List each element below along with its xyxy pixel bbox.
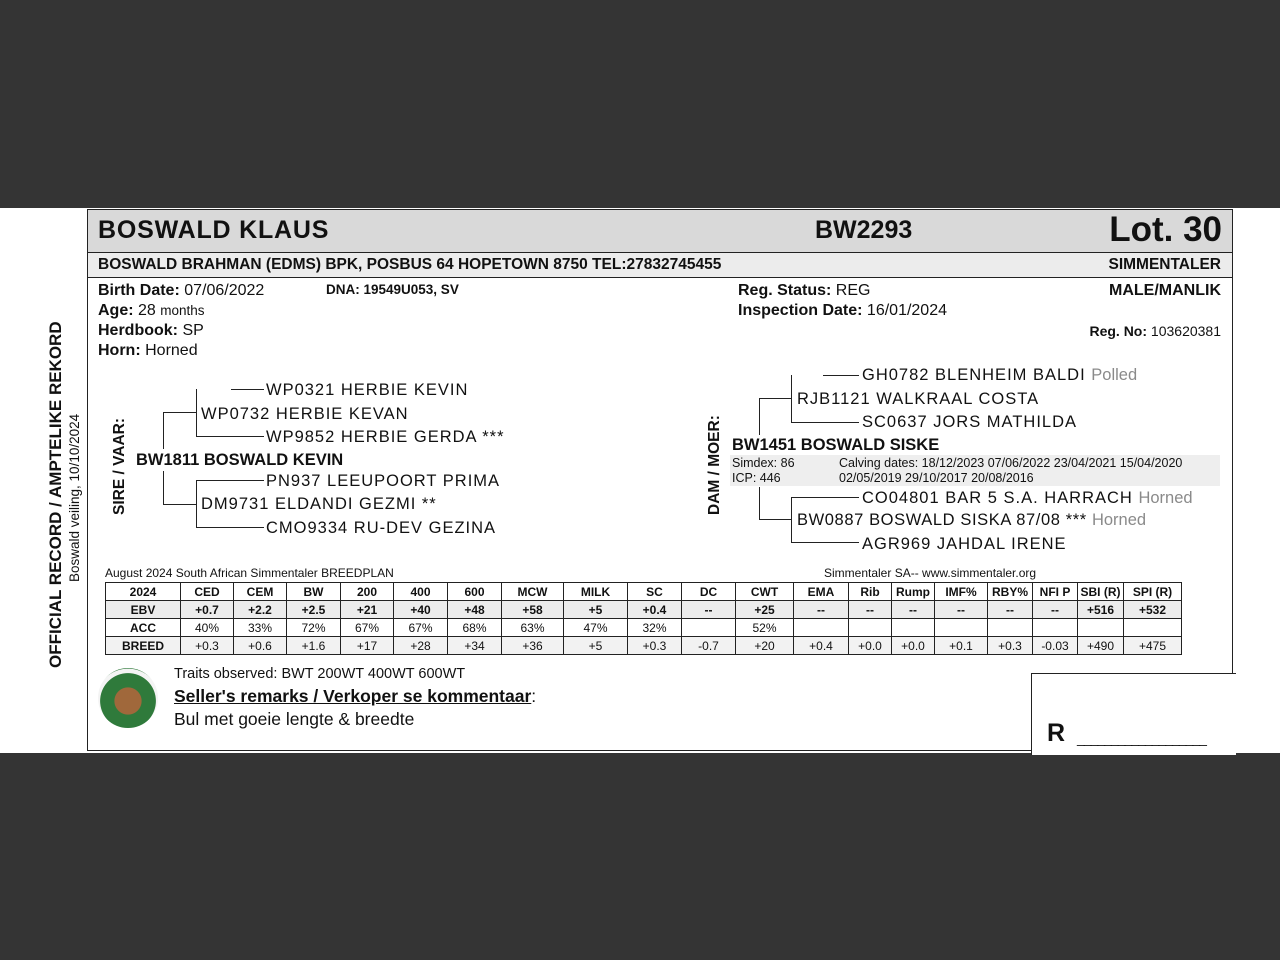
owner-line: BOSWALD BRAHMAN (EDMS) BPK, POSBUS 64 HOPETOWN 8750 TEL:27832745455 xyxy=(98,256,722,273)
table-cell: -- xyxy=(1033,601,1078,619)
table-cell xyxy=(794,619,849,637)
table-cell: +20 xyxy=(736,637,794,655)
sire-name: BW1811 BOSWALD KEVIN xyxy=(136,451,344,469)
table-cell: Rib xyxy=(849,583,892,601)
table-cell: BREED xyxy=(106,637,181,655)
dam-dam-sire: CO04801 BAR 5 S.A. HARRACH Horned xyxy=(862,489,1193,507)
sire-sire-sire: WP0321 HERBIE KEVIN xyxy=(266,381,469,399)
reg-number: Reg. No: 103620381 xyxy=(1089,323,1221,339)
table-cell: BW xyxy=(287,583,341,601)
table-cell: CWT xyxy=(736,583,794,601)
table-cell: DC xyxy=(682,583,736,601)
breed-label: SIMMENTALER xyxy=(1108,256,1221,273)
dam-sire-dam: SC0637 JORS MATHILDA xyxy=(862,413,1078,431)
table-cell: 32% xyxy=(628,619,682,637)
sire-label: SIRE / VAAR: xyxy=(111,417,128,515)
table-cell: +58 xyxy=(502,601,564,619)
dam-icp: ICP: 446 xyxy=(732,471,781,485)
table-cell: +0.6 xyxy=(234,637,287,655)
table-cell: CED xyxy=(181,583,234,601)
dam-label: DAM / MOER: xyxy=(706,415,723,515)
reg-status: Reg. Status: REG xyxy=(738,282,871,299)
table-cell: IMF% xyxy=(935,583,988,601)
table-cell: 47% xyxy=(564,619,628,637)
table-cell: 400 xyxy=(394,583,448,601)
table-cell: -- xyxy=(988,601,1033,619)
table-cell: SBI (R) xyxy=(1078,583,1124,601)
table-cell: 68% xyxy=(448,619,502,637)
table-cell: 40% xyxy=(181,619,234,637)
table-cell: +0.0 xyxy=(892,637,935,655)
table-cell: +21 xyxy=(341,601,394,619)
sire-dam-sire: PN937 LEEUPOORT PRIMA xyxy=(266,472,501,490)
table-cell: 67% xyxy=(394,619,448,637)
dna-info: DNA: 19549U053, SV xyxy=(326,282,459,297)
seller-remarks: Bul met goeie lengte & breedte xyxy=(174,709,415,729)
animal-name: BOSWALD KLAUS xyxy=(98,216,330,244)
dam-dam: BW0887 BOSWALD SISKA 87/08 *** Horned xyxy=(797,511,1147,529)
sire-sire-dam: WP9852 HERBIE GERDA *** xyxy=(266,428,505,446)
table-cell: 600 xyxy=(448,583,502,601)
table-cell: +0.7 xyxy=(181,601,234,619)
dam-simdex: Simdex: 86 xyxy=(732,456,795,470)
table-cell: CEM xyxy=(234,583,287,601)
table-cell xyxy=(849,619,892,637)
dam-name: BW1451 BOSWALD SISKE xyxy=(732,436,940,454)
sire-dam-dam: CMO9334 RU-DEV GEZINA xyxy=(266,519,497,537)
table-cell: -- xyxy=(892,601,935,619)
table-cell: +0.3 xyxy=(988,637,1033,655)
table-cell: +0.0 xyxy=(849,637,892,655)
table-cell: +475 xyxy=(1124,637,1182,655)
table-cell: Rump xyxy=(892,583,935,601)
table-cell: -0.03 xyxy=(1033,637,1078,655)
table-cell: +0.3 xyxy=(181,637,234,655)
table-cell: SPI (R) xyxy=(1124,583,1182,601)
table-cell: -0.7 xyxy=(682,637,736,655)
lot-number: Lot. 30 xyxy=(1109,210,1222,249)
ebv-row xyxy=(106,601,1182,619)
table-cell xyxy=(892,619,935,637)
inspection-date: Inspection Date: 16/01/2024 xyxy=(738,302,947,319)
dam-dam-dam: AGR969 JAHDAL IRENE xyxy=(862,535,1067,553)
table-cell xyxy=(1124,619,1182,637)
simmentaler-logo xyxy=(98,668,158,728)
table-cell: ACC xyxy=(106,619,181,637)
table-header-row xyxy=(106,583,1182,601)
table-cell: EMA xyxy=(794,583,849,601)
official-record-label: OFFICIAL RECORD / AMPTELIKE REKORD xyxy=(46,321,65,668)
table-cell: 52% xyxy=(736,619,794,637)
price-label: R xyxy=(1047,719,1066,747)
dam-calving-dates: Calving dates: 18/12/2023 07/06/2022 23/04/2021 15/04/2020 xyxy=(839,456,1183,470)
table-cell: +0.4 xyxy=(628,601,682,619)
table-cell: +40 xyxy=(394,601,448,619)
table-cell: +516 xyxy=(1078,601,1124,619)
table-cell xyxy=(1033,619,1078,637)
table-cell: -- xyxy=(849,601,892,619)
animal-code: BW2293 xyxy=(815,216,913,244)
auction-label: Boswald veiling, 10/10/2024 xyxy=(67,413,82,582)
table-cell xyxy=(1078,619,1124,637)
table-cell: +25 xyxy=(736,601,794,619)
price-line[interactable]: ___________________ xyxy=(1077,730,1206,746)
table-cell: +2.2 xyxy=(234,601,287,619)
age: Age: 28 months xyxy=(98,302,205,319)
table-cell: -- xyxy=(794,601,849,619)
table-cell: SC xyxy=(628,583,682,601)
breedplan-website: Simmentaler SA-- www.simmentaler.org xyxy=(824,566,1037,580)
table-cell: 63% xyxy=(502,619,564,637)
table-cell: +2.5 xyxy=(287,601,341,619)
dam-sire-sire: GH0782 BLENHEIM BALDI Polled xyxy=(862,366,1138,384)
table-cell: NFI P xyxy=(1033,583,1078,601)
table-cell: +0.1 xyxy=(935,637,988,655)
table-cell xyxy=(935,619,988,637)
table-cell: +17 xyxy=(341,637,394,655)
table-cell: -- xyxy=(935,601,988,619)
table-cell: 2024 xyxy=(106,583,181,601)
table-cell: MCW xyxy=(502,583,564,601)
table-cell: +5 xyxy=(564,637,628,655)
table-cell: +28 xyxy=(394,637,448,655)
table-cell: +36 xyxy=(502,637,564,655)
table-cell xyxy=(682,619,736,637)
table-cell: RBY% xyxy=(988,583,1033,601)
birth-date: Birth Date: 07/06/2022 xyxy=(98,282,265,299)
herdbook: Herdbook: SP xyxy=(98,322,204,339)
horn-status: Horn: Horned xyxy=(98,342,198,359)
table-cell: +34 xyxy=(448,637,502,655)
sire-sire: WP0732 HERBIE KEVAN xyxy=(201,405,409,423)
table-cell: +5 xyxy=(564,601,628,619)
traits-observed: Traits observed: BWT 200WT 400WT 600WT xyxy=(174,666,466,682)
table-cell: 200 xyxy=(341,583,394,601)
breed-row xyxy=(106,637,1182,655)
table-cell: 67% xyxy=(341,619,394,637)
table-cell: MILK xyxy=(564,583,628,601)
table-cell: EBV xyxy=(106,601,181,619)
table-cell: +48 xyxy=(448,601,502,619)
table-cell: 72% xyxy=(287,619,341,637)
sire-dam: DM9731 ELDANDI GEZMI ** xyxy=(201,495,437,513)
table-cell: -- xyxy=(682,601,736,619)
table-cell: 33% xyxy=(234,619,287,637)
ebv-table xyxy=(105,582,1182,655)
table-cell: +0.3 xyxy=(628,637,682,655)
table-cell xyxy=(988,619,1033,637)
table-cell: +1.6 xyxy=(287,637,341,655)
dam-calving-dates-2: 02/05/2019 29/10/2017 20/08/2016 xyxy=(839,471,1034,485)
acc-row xyxy=(106,619,1182,637)
table-cell: +532 xyxy=(1124,601,1182,619)
table-cell: +490 xyxy=(1078,637,1124,655)
table-cell: +0.4 xyxy=(794,637,849,655)
breedplan-source: August 2024 South African Simmentaler BREEDPLAN xyxy=(105,566,394,580)
sex-label: MALE/MANLIK xyxy=(1109,282,1221,299)
dam-sire: RJB1121 WALKRAAL COSTA xyxy=(797,390,1040,408)
remarks-heading: Seller's remarks / Verkoper se kommentaar: xyxy=(174,686,537,706)
